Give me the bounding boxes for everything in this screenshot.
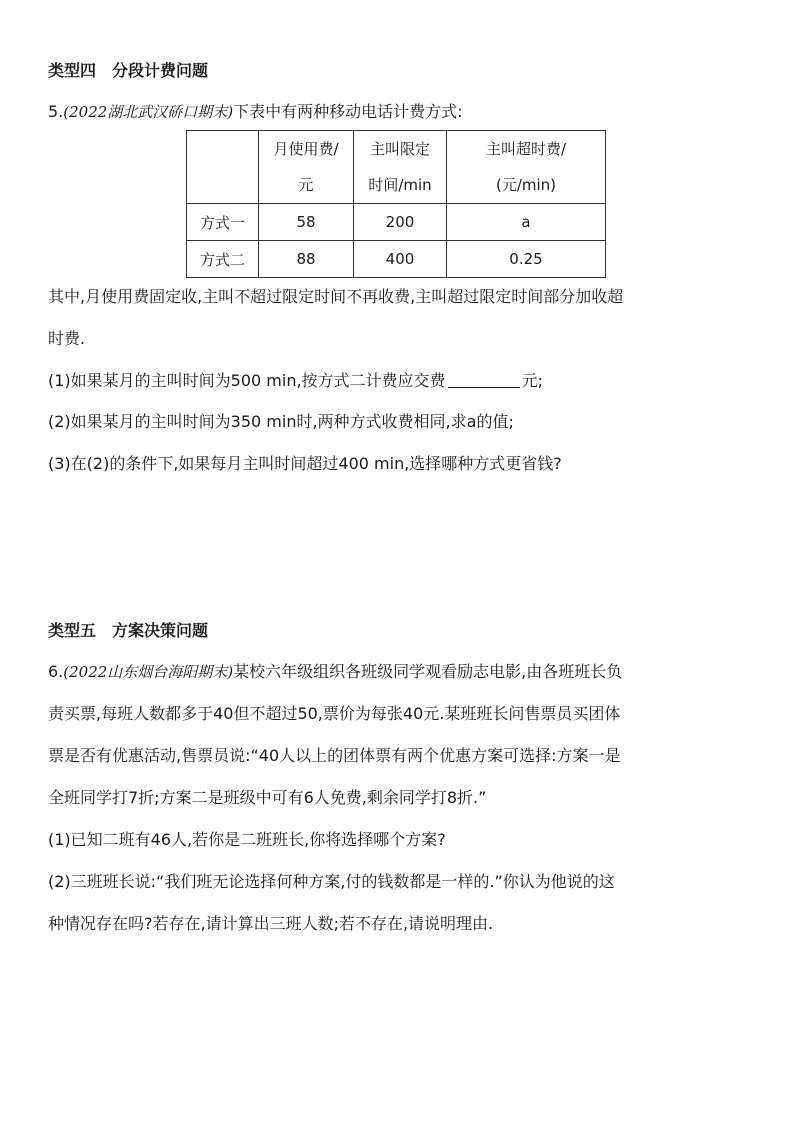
question-intro: 下表中有两种移动电话计费方式: [233, 102, 463, 121]
table-cell: a [447, 204, 606, 241]
question-6-part2-line2: 种情况存在吗?若存在,请计算出三班人数;若不存在,请说明理由. [48, 914, 494, 933]
question-5-part1 [48, 370, 543, 392]
table-row [187, 241, 606, 278]
part1-text: (1)如果某月的主叫时间为500 min,按方式二计费应交费 [48, 371, 446, 390]
question-source: (2022湖北武汉硚口期末) [63, 103, 234, 121]
table-cell: 200 [354, 204, 447, 241]
question-number: 5. [48, 102, 64, 121]
table-cell: 0.25 [447, 241, 606, 278]
question-6-part1: (1)已知二班有46人,若你是二班班长,你将选择哪个方案? [48, 830, 446, 849]
question-6-line2: 责买票,每班人数都多于40但不超过50,票价为每张40元.某班班长问售票员买团体 [48, 704, 621, 723]
table-row [187, 204, 606, 241]
question-5-part2: (2)如果某月的主叫时间为350 min时,两种方式收费相同,求a的值; [48, 412, 514, 431]
table-header-cell: 月使用费/ 元 [259, 131, 354, 204]
question-6-part2-line1: (2)三班班长说:“我们班无论选择何种方案,付的钱数都是一样的.”你认为他说的这 [48, 872, 615, 891]
section-heading-type4: 类型四 分段计费问题 [48, 61, 209, 80]
question-source: (2022山东烟台海阳期末) [63, 663, 234, 681]
question-6-line3: 票是否有优惠活动,售票员说:“40人以上的团体票有两个优惠方案可选择:方案一是 [48, 746, 621, 765]
table-header-cell [187, 131, 259, 204]
part1-unit: 元; [521, 371, 543, 390]
answer-blank[interactable] [448, 371, 520, 388]
table-cell: 方式一 [187, 204, 259, 241]
question-5-part3: (3)在(2)的条件下,如果每月主叫时间超过400 min,选择哪种方式更省钱? [48, 454, 562, 473]
question-number: 6. [48, 662, 64, 681]
table-cell: 58 [259, 204, 354, 241]
table-header-cell: 主叫限定 时间/min [354, 131, 447, 204]
question-5-intro [48, 101, 463, 123]
question-5-description-line1: 其中,月使用费固定收,主叫不超过限定时间不再收费,主叫超过限定时间部分加收超 [48, 287, 624, 306]
question-6-line4: 全班同学打7折;方案二是班级中可有6人免费,剩余同学打8折.” [48, 788, 487, 807]
question-6-line1 [48, 661, 622, 683]
question-text: 某校六年级组织各班级同学观看励志电影,由各班班长负 [233, 662, 623, 681]
billing-table [186, 130, 606, 278]
table-header-row [187, 131, 606, 204]
table-cell: 方式二 [187, 241, 259, 278]
table-header-cell: 主叫超时费/ (元/min) [447, 131, 606, 204]
table-cell: 400 [354, 241, 447, 278]
table-cell: 88 [259, 241, 354, 278]
question-5-description-line2: 时费. [48, 329, 86, 348]
section-heading-type5: 类型五 方案决策问题 [48, 621, 209, 640]
